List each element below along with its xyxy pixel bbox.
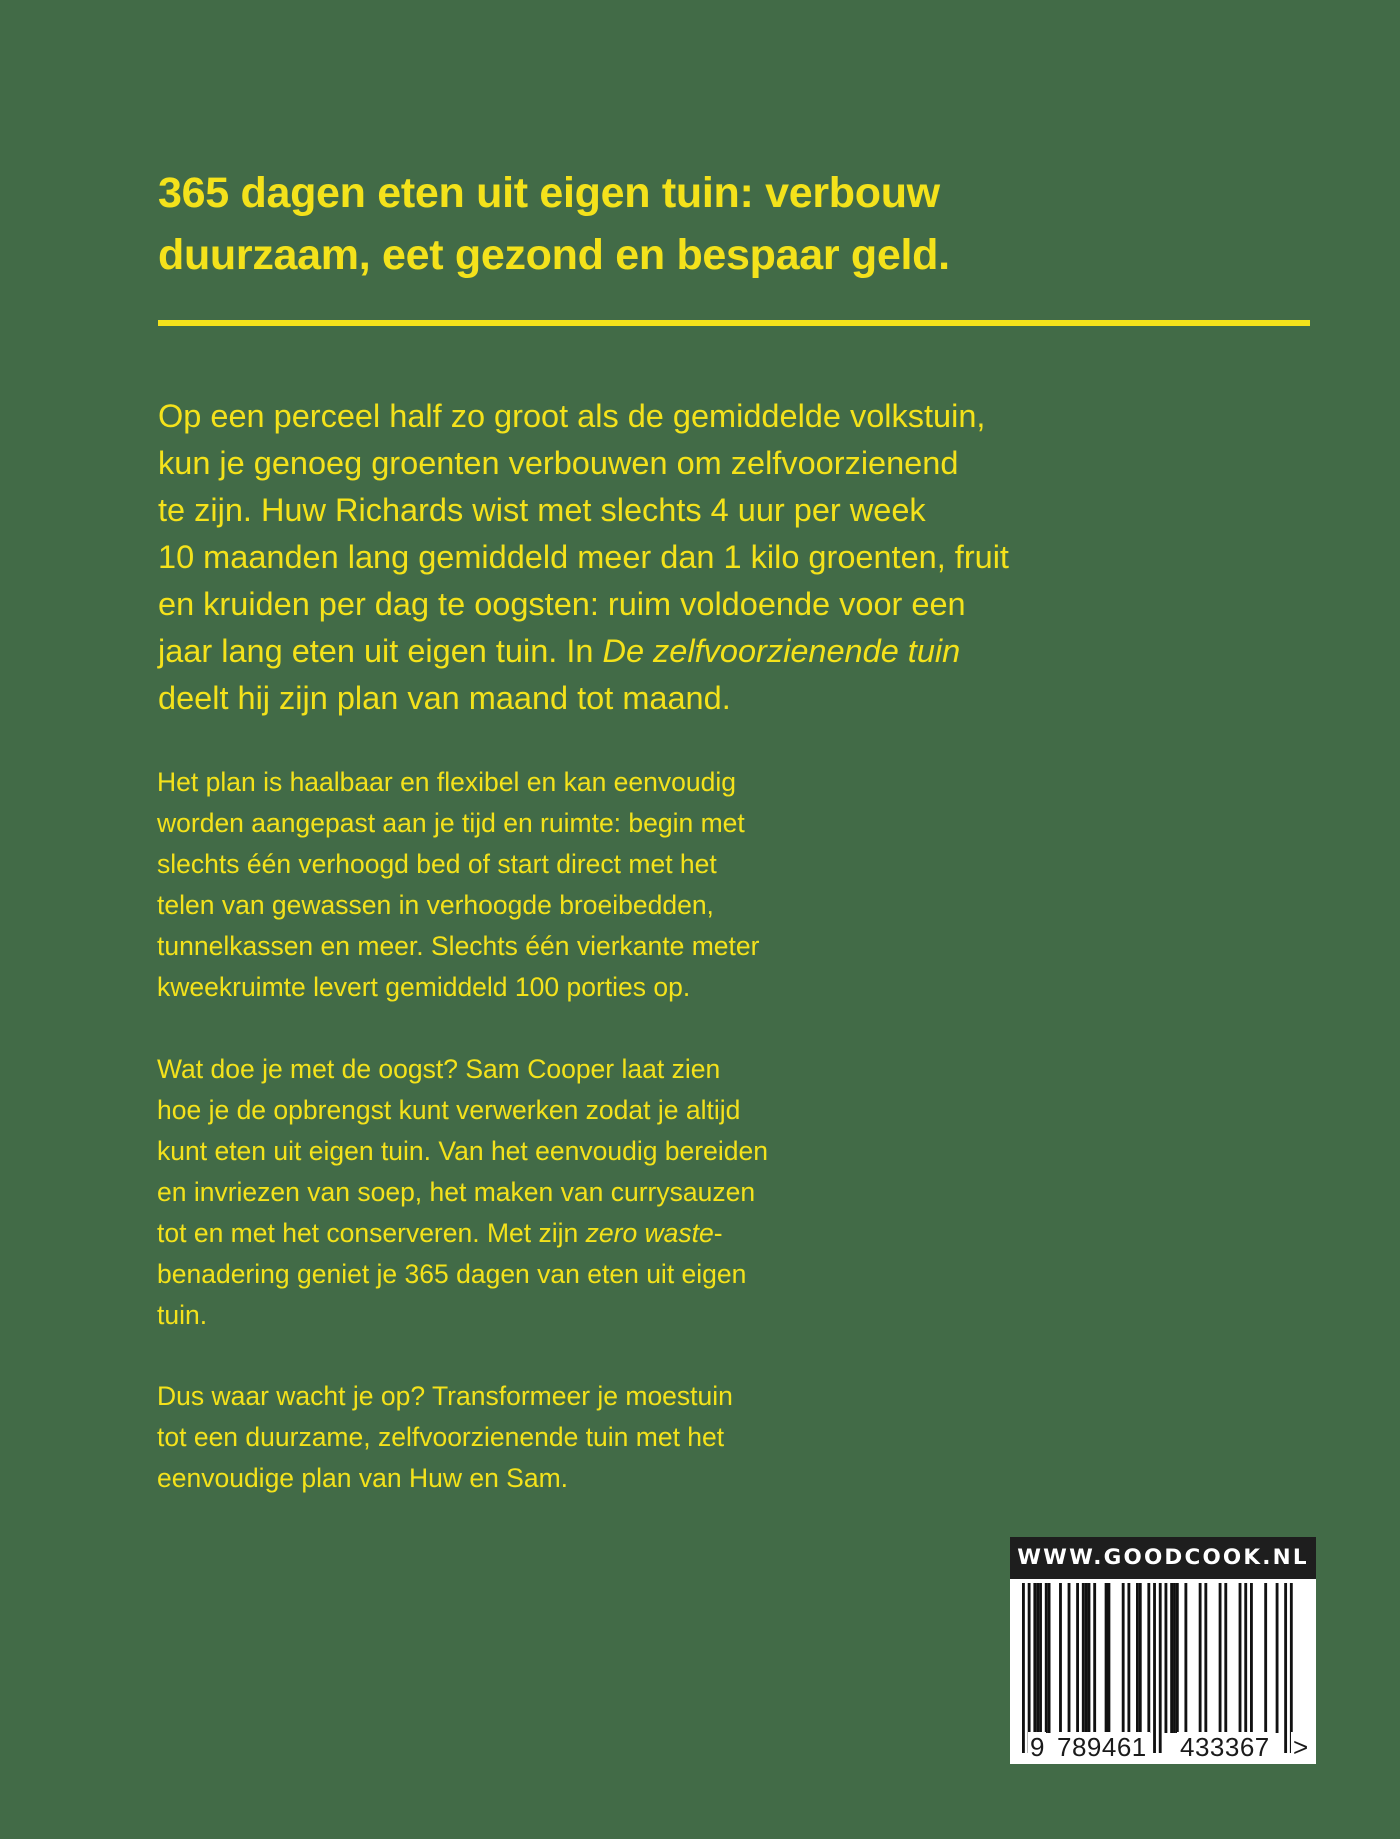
body-line [157,1213,877,1254]
barcode-bar [1045,1583,1048,1733]
barcode-bar [1250,1583,1253,1733]
body-line: Wat doe je met de oogst? Sam Cooper laat zien [157,1054,721,1084]
body-line: slechts één verhoogd bed of start direct met het [157,849,717,879]
intro-line: deelt hij zijn plan van maand tot maand. [158,680,731,716]
barcode-bar [1039,1583,1042,1733]
barcode-bar [1219,1583,1222,1733]
barcode-bar [1108,1583,1111,1733]
barcode-bar [1036,1583,1039,1733]
website-label: WWW.GOODCOOK.NL [1010,1537,1316,1579]
intro-line: Op een perceel half zo groot als de gemiddelde volkstuin, [158,398,986,434]
body-line: tunnelkassen en meer. Slechts één vierkante meter [157,931,760,961]
body-paragraph-plan [157,762,877,1008]
body-line: telen van gewassen in verhoogde broeibedden, [157,890,714,920]
intro-line: en kruiden per dag te oogsten: ruim voldoende voor een [158,586,966,622]
body-line: Het plan is haalbaar en flexibel en kan eenvoudig [157,767,736,797]
body-line: en invriezen van soep, het maken van currysauzen [157,1177,756,1207]
intro-line [158,628,1158,675]
body-line: worden aangepast aan je tijd en ruimte: begin met [157,808,745,838]
barcode-bar [1239,1583,1242,1733]
intro-line: te zijn. Huw Richards wist met slechts 4 uur per week [158,492,926,528]
barcode-bar [1244,1583,1247,1733]
barcode-guard-bar [1284,1583,1287,1753]
body-paragraph-harvest [157,1049,877,1336]
barcode-bar [1204,1583,1207,1733]
barcode-guard-bar [1159,1583,1162,1753]
barcode-bar [1147,1583,1150,1733]
isbn-first-digit: 9 [1030,1732,1045,1762]
barcode-bar [1033,1583,1036,1733]
barcode-bar [1088,1583,1091,1733]
barcode-bar [1093,1583,1096,1733]
barcode-bar [1105,1583,1108,1733]
barcode-bar [1264,1583,1267,1733]
barcode-bar [1176,1583,1179,1733]
body-line: Dus waar wacht je op? Transformeer je moestuin [157,1381,733,1411]
barcode-guard-bar [1153,1583,1156,1753]
isbn-left-group: 789461 [1054,1732,1150,1762]
isbn-number [1010,1732,1316,1762]
headline-line: duurzaam, eet gezond en bespaar geld. [158,231,950,279]
body-line-prefix: tot en met het conserveren. Met zijn [157,1218,586,1248]
barcode-bar [1059,1583,1062,1733]
intro-paragraph [158,393,1158,722]
barcode-bar [1276,1583,1279,1733]
body-line: kweekruimte levert gemiddeld 100 porties op. [157,972,691,1002]
zero-waste-emphasis: zero waste [585,1218,714,1248]
barcode-bar [1199,1583,1202,1733]
body-line: eenvoudige plan van Huw en Sam. [157,1463,569,1493]
barcode-guard-bar [1022,1583,1025,1753]
body-line: benadering geniet je 365 dagen van eten uit eigen [157,1259,747,1289]
body-line: hoe je de opbrengst kunt verwerken zodat je altijd [157,1095,741,1125]
book-title: De zelfvoorzienende tuin [602,633,961,669]
barcode-bar [1224,1583,1227,1733]
barcode-bar [1068,1583,1071,1733]
barcode-bar [1139,1583,1142,1733]
headline [158,162,1258,286]
body-line: tot een duurzame, zelfvoorzienende tuin met het [157,1422,725,1452]
quiet-zone-arrow: > [1293,1732,1309,1762]
barcode-bar [1184,1583,1187,1733]
barcode-bar [1122,1583,1125,1733]
body-line: kunt eten uit eigen tuin. Van het eenvoudig bereiden [157,1136,768,1166]
body-line-suffix: - [713,1218,723,1248]
barcode-bar [1173,1583,1176,1733]
isbn-right-group: 433367 [1177,1732,1273,1762]
intro-line-prefix: jaar lang eten uit eigen tuin. In [158,633,603,669]
intro-line: kun je genoeg groenten verbouwen om zelfvoorzienend [158,445,959,481]
barcode-bar [1136,1583,1139,1733]
headline-line: 365 dagen eten uit eigen tuin: verbouw [158,169,940,217]
intro-line: 10 maanden lang gemiddeld meer dan 1 kilo groenten, fruit [158,539,1009,575]
barcode-block [1010,1537,1316,1764]
barcode-bar [1076,1583,1079,1733]
barcode-bar [1170,1583,1173,1733]
divider-rule [158,320,1310,326]
barcode-bar [1082,1583,1085,1733]
barcode-guard-bar [1290,1583,1293,1753]
barcode-bar [1048,1583,1051,1733]
body-line: tuin. [157,1300,208,1330]
body-paragraph-closing [157,1376,877,1499]
barcode-bar [1165,1583,1168,1733]
barcode-bar [1085,1583,1088,1733]
barcode-guard-bar [1028,1583,1031,1753]
barcode-bar [1127,1583,1130,1733]
